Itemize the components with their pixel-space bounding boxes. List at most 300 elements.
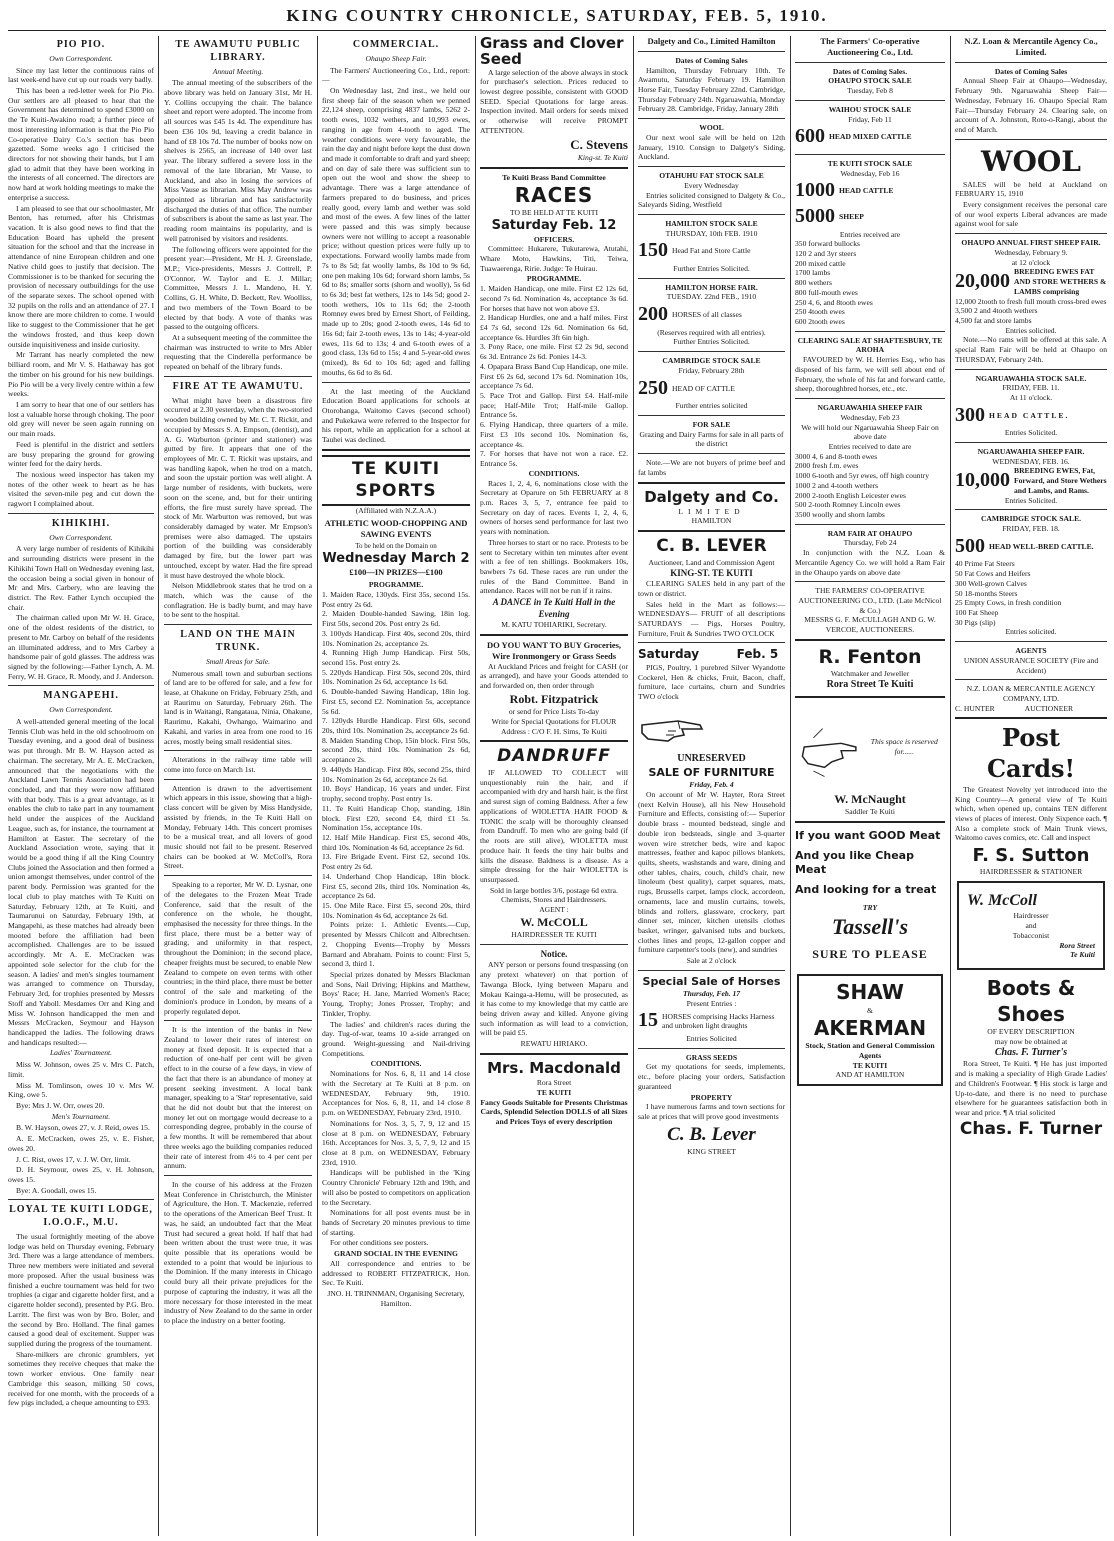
programme-heading: PROGRAMME. bbox=[526, 274, 582, 284]
divider bbox=[480, 167, 628, 169]
sale-heading: OTAHUHU FAT STOCK SALE bbox=[659, 171, 764, 181]
ad-text: C. HUNTER AUCTIONEER bbox=[955, 703, 1074, 713]
divider bbox=[638, 118, 785, 119]
sale-date: Every Wednesday bbox=[684, 180, 739, 190]
wool-heading: WOOL bbox=[699, 123, 724, 133]
paragraph: A. E. McCracken, owes 25, v. E. Fisher, owes 20. bbox=[8, 1134, 154, 1153]
sale-heading: FOR SALE bbox=[692, 419, 731, 429]
pointing-hand-icon bbox=[795, 707, 860, 787]
advertiser-name: F. S. Sutton bbox=[972, 845, 1090, 867]
stock-desc: HEAD CATTLE bbox=[839, 186, 894, 196]
head-count: 10,000 bbox=[955, 469, 1010, 492]
divider bbox=[795, 581, 945, 582]
ad-heading: Dalgety and Co., Limited Hamilton bbox=[647, 36, 776, 46]
divider bbox=[480, 634, 628, 636]
head-count: 150 bbox=[638, 239, 668, 262]
divider bbox=[638, 51, 785, 52]
paragraph: In the course of his address at the Frozen Meat Conference in Christchurch, the Minister of Agriculture, the Hon. T. Mackenzie, referred to the operations of the American Beef Trust. It was, he said, an undoubted fact that the Meat Trust had secured a great hold. If half that had been written about the trust were true, it was quite possible that its operations would be extended to a point that would be injurious to the Dominion. If the many interests in Chicago could bury all their private prejudices for the purpose of capturing the industry, it was all the more necessary for those interested in the meat industry of New Zealand to do the same in order to place the industry on a better footing. bbox=[164, 1180, 312, 1326]
sale-date: Friday, Feb 11 bbox=[848, 114, 892, 124]
paragraph: At Auckland Prices and freight for CASH (or as arranged), and have your Goods attended to and forwarded on, then order through bbox=[480, 661, 628, 691]
divider bbox=[164, 624, 312, 625]
divider bbox=[8, 513, 154, 514]
sale-heading: OHAUPO ANNUAL FIRST SHEEP FAIR. bbox=[961, 238, 1101, 248]
paragraph: Annual Sheep Fair at Ohaupo—Wednesday, February 9th. Ngaruawahia Sheep Fair—Wednesday, February 16. Ohaupo Special Ram Fair—Thursday February 24. Clearing sale, on account of A. Johnston, Roto-o-Rangi, about the end of March. bbox=[955, 76, 1107, 135]
paragraph: Share-milkers are chronic grumblers, yet sometimes they receive cheques that make the town worker envious. One family near Cambridge this season, milking 50 cows, received for one month, with the proceeds of a few pigs included, a cheque amounting to £93. bbox=[8, 1349, 154, 1408]
paragraph: For other conditions see posters. bbox=[330, 1238, 429, 1248]
paragraph: Nominations for Nos. 6, 8, 11 and 14 close with the Secretary at Te Kuiti at 8 p.m. on WEDNESDAY, February 9th, 1910. Acceptances for Nos. 6, 8, 11, and 14 close 8 p.m. on WEDNESDAY, February 23rd, 1910. bbox=[322, 1069, 470, 1118]
divider bbox=[955, 233, 1107, 234]
divider bbox=[638, 530, 785, 532]
divider bbox=[480, 1053, 628, 1055]
paragraph: Alterations in the railway time table will come into force on March 1st. bbox=[164, 755, 312, 774]
sale-date: Friday, Feb. 4 bbox=[689, 780, 734, 790]
sale-date: Wednesday, February 9. bbox=[994, 247, 1068, 257]
programme-list: 1. Maiden Race, 130yds. First 35s, second 15s. Post entry 2s 6d. 2. Maiden Double-handed Sawing, 18in log. First 50s, second 20s. Post entry 2s 6d. 3. 100yds Handicap. First 40s, second 20s, third 10s. Nomination 2s, acceptance 2s. 4. Running High Jump Handicap. First 50s, second 15s. Post entry 2s. 5. 220yds Handicap. First 50s, second 20s, third 10s. Nomination 2s 6d, acceptance 1s 6d. 6. Double-handed Sawing Handicap, 18in log. First £5, second £2. Nomination 5s, acceptance 5s 6d. 7. 120yds Hurdle Handicap. First 60s, second 20s, third 10s. Nomination 2s, acceptance 2s 6d. 8. Maiden Standing Chop, 15in block. First 50s, second 20s, third 10s. Nomination 2s 6d, acceptance 2s. 9. 440yds Handicap. First 80s, second 25s, third 10s. Nomination 2s 6d, acceptance 2s 6d. 10. Boys' Handicap, 16 years and under. First trophy, second trophy. Post entry 1s. 11. Te Kuiti Handicap Chop, standing, 18in block. First £20, second £4, third £1 5s. Nomination 15s, acceptance 10s. 12. Half Mile Handicap. First £5, second 40s, third 10s. Nomination 4s 6d, acceptance 2s 6d. 13. Fire Brigade Event. First £2, second 10s. Post entry 2s 6d. 14. Underhand Chop Handicap, 18in block. First £5, second 20s, third 10s. Nomination 4s, acceptance 2s 6d. 15. One Mile Race. First £5, second 20s, third 10s. Nomination 4s 6d, acceptance 2s 6d. bbox=[322, 589, 470, 920]
ad-address: Te Kuiti bbox=[1070, 950, 1095, 960]
officers-heading: OFFICERS. bbox=[533, 234, 575, 244]
ad-address: HAIRDRESSER TE KUITI bbox=[511, 930, 597, 940]
paragraph: On Wednesday last, 2nd inst., we held our first sheep fair of the season when we penned 22,124 sheep, comprising 4837 lambs, 5262 2-tooth ewes, 1032 wethers, and 10,993 ewes, ranging in age from 4-tooth to aged. The weather conditions were very favourable, the rain the day and night before kept the dust down and made it comfortable to draft and yard sheep; and on day of sale there was sufficient sun to open out the wool and show the sheep to advantage. There was a large attendance of farmers prepared to do business, and prices really good, every lamb and wether was sold and most of the ewes. A few lines of the latter were passed and this was simply because owners were not willing to accept a reasonable price; without question prices were fully up to expectations. Forward woolly lambs made from 7s to 8s 5d; fat woolly lambs, 8s 10d to 9s 6d, one pen making 10s 6d; forward shorn lambs, 5s 6d to 8s; smaller sorts (shorn and woolly), 5s 6d to 6s 3d; best fat wethers, 12s to 14s 5d; good 2-tooth wethers, 10s to 11s 6d; the 2-tooth Romney ewes bred by Ernest Short, of Feilding, made up to 20s; good 2-tooth ewes, 14s 6d to 16s 6d; fair 2-tooth ewes, 13s to 14s; 4-year-old ewes, 11s 6d to 13s; 4 and 6-tooth ewes of a good class, 13s 6d to 15s; 4 and 5-year-old ewes (mixed), 8s 6d to 10s 6d; aged and falling mouths, 6s 6d to 8s 6d. bbox=[322, 85, 470, 377]
stock-desc: BREEDING EWES FAT AND STORE WETHERS & LAMBS comprising bbox=[1014, 267, 1107, 296]
stock-desc: HORSES comprising Hacks Harness and unbroken light draughts bbox=[662, 1011, 775, 1031]
column-1 bbox=[8, 36, 154, 1536]
ad-address: Address : C/O F. H. Sims, Te Kuiti bbox=[501, 726, 607, 736]
divider bbox=[955, 369, 1107, 370]
divider bbox=[638, 278, 785, 279]
column-rule bbox=[950, 36, 951, 1536]
head-count: 500 bbox=[955, 534, 985, 557]
divider bbox=[795, 398, 945, 399]
entries-list: 3000 4, 6 and 8-tooth ewes 2000 fresh f.m. ewes 1000 6-tooth and 5yr ewes, off high country 1000 2 and 4-tooth wethers 2000 2-tooth English Leicester ewes 500 2-tooth Romney Lincoln ewes 3500 woolly and shorn lambs bbox=[795, 451, 929, 519]
top-rule bbox=[8, 30, 1106, 31]
ad-text: (Reserves required with all entries). bbox=[657, 327, 766, 337]
ad-text: Further Entries Solicited. bbox=[673, 263, 750, 273]
ad-text: TRY bbox=[862, 903, 878, 913]
ad-text: UNION ASSURANCE SOCIETY (Fire and Accident) bbox=[963, 655, 1099, 675]
paragraph: The ladies' and children's races during the day. Tug-of-war, teams 10 a-side arranged on ground. Weight-guessing and Nail-driving Competitions. bbox=[322, 1019, 470, 1058]
column-7 bbox=[955, 36, 1107, 1536]
divider bbox=[955, 139, 1107, 140]
ad-address: KING-ST. TE KUITI bbox=[670, 567, 753, 578]
sale-date: THURSDAY, 10th FEB. 1910 bbox=[665, 228, 758, 238]
ad-text: This space is reserved for...... bbox=[870, 736, 938, 756]
ad-text: Sold in large bottles 3/6, postage 6d extra. Chemists, Stores and Hairdressers. bbox=[490, 885, 618, 905]
paragraph: Races 1, 2, 4, 6, nominations close with the Secretary at Oparure on 5th FEBRUARY at 8 p.m. Races 3, 5, 7, entrance fee paid to Secretary on day of races. Events 1, 2, 4, 6, owners of horses send performance for last two years with nomination. bbox=[480, 478, 628, 537]
masthead: KING COUNTRY CHRONICLE, SATURDAY, FEB. 5, 1910. bbox=[286, 6, 828, 25]
article-heading: COMMERCIAL. bbox=[352, 39, 440, 50]
ad-dandruff-title: DANDRUFF bbox=[497, 746, 611, 767]
advertiser-name: AKERMAN bbox=[813, 1015, 927, 1040]
divider bbox=[322, 382, 470, 383]
divider bbox=[638, 166, 785, 167]
paragraph: I have numerous farms and town sections for sale at prices that will prove good investments bbox=[638, 1102, 785, 1122]
article-heading: FIRE AT TE AWAMUTU. bbox=[172, 380, 304, 392]
head-count: 600 bbox=[795, 125, 825, 148]
ad-address: TE KUITI bbox=[852, 1060, 888, 1070]
paragraph: Get my quotations for seeds, implements, etc., before placing your orders, Satisfaction guaranteed bbox=[638, 1062, 785, 1091]
paragraph: Miss M. Tomlinson, owes 10 v. Mrs W. King, owe 5. bbox=[8, 1080, 154, 1100]
divider bbox=[955, 442, 1107, 443]
divider bbox=[8, 685, 154, 686]
column-5 bbox=[638, 36, 785, 1536]
paragraph: Committee: Hukarere, Tukutarewa, Atutahi, Whare Moto, Hawkins, Titi, Teiwa, Tuawaerenga, Ririe. Judge: Te Huirau. bbox=[480, 244, 628, 273]
paragraph: PIGS, Poultry, 1 purebred Silver Wyandotte Cockerel, Hen & chicks, Fruit, Bacon, chaff, furniture, lace curtains, churn and Sundries TWO o'clock bbox=[638, 662, 785, 701]
sale-date: Thursday, Feb 24 bbox=[843, 538, 897, 548]
ad-text: To be held on the Domain on bbox=[355, 541, 437, 550]
paragraph: D. H. Seymour, owes 25, v. H. Johnson, owes 15. bbox=[8, 1165, 154, 1185]
paragraph: I am pleased to see that our schoolmaster, Mr Benton, has returned, after his Christmas vacation. It is also good news to find that the Education Board has upheld the present situation for the school and that the increase in attendance of nine European children and one Native child goes to justify that decision. The Commissioner is to be thanked for securing the provision of necessary outbuildings for the use of the separate sexes. The school opened with 32 pupils on the rolls and an attendance of 27. I know there are more children to come. I would like to suggest to the Commissioner that he get the windows frosted, and thus keep down outside inquisitiveness and inside curiosity. bbox=[8, 203, 154, 349]
postcards-heading: Post Cards! bbox=[986, 723, 1076, 784]
ad-date: Wednesday March 2 bbox=[322, 550, 470, 566]
programme-list: 1. Maiden Handicap, one mile. First £2 12s 6d, second 7s 6d. Nomination 4s, acceptance 3s 6d. For horses that have not won above £3. 2. Handicap Hurdles, one and a half miles. First £4 7s 6d, second 12s 6d. Nomination 6s 6d, acceptance 6s. Hurdles 3ft 6in high. 3. Pony Race, one mile. First £2 2s 9d, second 6s 3d. Entrance 2s 6d. Ponies 14-3. 4. Opapara Brass Band Cup Handicap, one mile. First £6 2s 6d, second 17s 6d. Nomination 10s, acceptance 7s 6d. 5. Pace Trot and Gallop. First £4. Half-mile pace; Half-Mile Trot; Half-mile Gallop. Entrance 5s. 6. Flying Handicap, three quarters of a mile. First £3 10s second 10s. Nomination 6s, acceptance 4s. 7. For horses that have not won a race. £2. Entrance 5s. bbox=[480, 284, 628, 469]
sale-date: FRIDAY, FEB. 11. bbox=[1002, 383, 1060, 393]
ad-text: Further entries solicited bbox=[675, 401, 748, 411]
ad-heading: The Farmers' Co-operative Auctioneering Co., Ltd. bbox=[820, 36, 920, 57]
divider bbox=[322, 449, 470, 451]
advertiser-name: Mrs. Macdonald bbox=[487, 1058, 621, 1077]
sale-date: Thursday, Feb. 17 bbox=[682, 988, 741, 998]
subheading: Ohaupo Sheep Fair. bbox=[365, 53, 427, 63]
advertiser-name: W. McCOLL bbox=[520, 914, 588, 929]
head-count: 5000 bbox=[795, 204, 835, 227]
divider bbox=[480, 740, 628, 742]
agents-heading: AGENTS bbox=[1015, 646, 1047, 656]
paragraph: Bye: Mrs J. W. Orr, owes 20. bbox=[16, 1100, 105, 1110]
sale-time: At 11 o'clock. bbox=[1009, 392, 1053, 402]
divider bbox=[795, 154, 945, 155]
paragraph: Entries solicited consigned to Dalgety & Co., Saleyards Siding, Westfield bbox=[638, 190, 785, 210]
sale-time: at 12 o'clock bbox=[1011, 257, 1051, 267]
ad-text: Grazing and Dairy Farms for sale in all parts of the district bbox=[639, 429, 784, 449]
ad-address: TE KUITI bbox=[536, 1087, 572, 1097]
programme-heading: PROGRAMME. bbox=[368, 580, 424, 590]
ad-heading: Te Kuiti Brass Band Committee bbox=[502, 172, 606, 182]
column-rule bbox=[158, 36, 159, 1536]
head-count: 200 bbox=[638, 303, 668, 326]
advertiser-name: W. McNaught bbox=[834, 791, 906, 806]
sale-date: Tuesday, Feb 8 bbox=[847, 86, 893, 96]
sale-date: Wednesday, Feb 23 bbox=[840, 412, 900, 422]
sale-date: TUESDAY. 22nd FEB., 1910 bbox=[666, 292, 757, 302]
paragraph: Our next wool sale will be held on 12th January, 1910. Consign to Dalgety's Siding, Auckland. bbox=[638, 132, 785, 162]
sale-heading: TE KUITI STOCK SALE bbox=[827, 158, 913, 168]
divider bbox=[164, 1020, 312, 1021]
ad-subtitle: (Affiliated with N.Z.A.A.) bbox=[355, 506, 437, 516]
paragraph: The following officers were appointed for the present year:—President, Mr H. J. Greenslade, M.P.; Vice-presidents, Messrs J. Cottrell, P. O'Connor, W. Taylor and E. J. Millar; Committee, Messrs J. L. Mandeno, H. Y. Collins, G. H. White, D. Beckett, Rev. Woolliss, and two members of the Town Board to be elected by that body. A vote of thanks was passed to the outgoing officers. bbox=[164, 244, 312, 332]
pointing-hand-icon bbox=[638, 707, 708, 747]
ad-races-title: RACES bbox=[514, 182, 594, 207]
paragraph: Attention is drawn to the advertisement which appears in this issue, showing that a high-class concert will be given by Miss Handyside, assisted by friends, in the Te Kuiti Hall on Monday, February 14th. This concert promises to be a musical treat, and all lovers of good music should not fail to be present. Reserved chairs can be booked at W. McColl's, Rora Street. bbox=[164, 783, 312, 871]
paragraph: JNO. H. TRINNMAN, Organising Secretary, Hamilton. bbox=[327, 1289, 465, 1308]
ad-line: And you like Cheap Meat bbox=[795, 848, 914, 876]
ad-text: N.Z. LOAN & MERCANTILE AGENCY COMPANY, LTD. bbox=[966, 684, 1096, 703]
paragraph: Nominations for Nos. 3, 5, 7, 9, 12 and 15 close at 8 p.m. on WEDNESDAY, February 16th. Acceptances for Nos. 3, 5, 7, 9, 12 and 15 close at 8 p.m. on WEDNESDAY, February 23rd, 1910. bbox=[322, 1118, 470, 1167]
ad-address: AND AT HAMILTON bbox=[835, 1070, 905, 1080]
sale-heading: NGARUAWAHIA SHEEP FAIR. bbox=[977, 447, 1085, 457]
ad-text: Fancy Goods Suitable for Presents Christmas Cards, Splendid Selection DOLLS of all Sizes and Prices Toys of every description bbox=[480, 1097, 628, 1126]
divider bbox=[795, 331, 945, 332]
dance-heading: A DANCE in Te Kuiti Hall in the Evening bbox=[492, 597, 616, 619]
paragraph: Nelson Middlebrook states that he trod on a match, which was the cause of the conflagration. He is badly burnt, and may have to be sent to the hospital. bbox=[164, 581, 312, 620]
entries-list: 12,000 2tooth to fresh full mouth cross-bred ewes 3,500 2 and 4tooth wethers 4,500 fat and store lambs bbox=[955, 296, 1107, 325]
byline: Own Correspondent. bbox=[49, 532, 113, 542]
ad-address: Rora Street bbox=[536, 1078, 572, 1088]
paragraph: Speaking to a reporter, Mr W. D. Lysnar, one of the delegates to the Frozen Meat Trade Conference, said that the result of the conference on the whole, he thought, emphasised the necessity for three things. In the first place, there must be a better way of grading, and uniformity in that respect, throughout the Dominion; in the second place, cheaper freights must be secured, to enable New Zealand to compete on even terms with other countries; in the third place, there must be better control of the sale and marketing of the dominion's produce in London, by means of a properly regulated depot. bbox=[164, 880, 312, 1016]
divider bbox=[480, 944, 628, 945]
stock-desc: Head Fat and Store Cattle bbox=[672, 246, 751, 256]
article-heading: TE AWAMUTU PUBLIC LIBRARY. bbox=[175, 39, 301, 63]
ad-seed-title: Grass and Clover Seed bbox=[480, 36, 624, 68]
paragraph: Handicaps will be published in the 'King Country Chronicle' February 12th and 19th, and will also be posted to competitors on application to the Secretary. bbox=[322, 1168, 470, 1207]
paragraph: The Greatest Novelty yet introduced into the King Country—A general view of Te Kuiti which, when opened up, contains TEN different views of places of interest. Only Sixpence each. ¶ Also a complete stock of Main Trunk views, Waitomo caves comics, etc. Call and inspect bbox=[955, 784, 1107, 843]
ad-prizes: £100—IN PRIZES—£100 bbox=[349, 567, 443, 578]
divider bbox=[164, 376, 312, 377]
ad-text: Present Entries : bbox=[686, 998, 737, 1008]
paragraph: Feed is plentiful in the district and settlers are busy preparing the ground for growing winter feed for the dairy herds. bbox=[8, 439, 154, 469]
ad-text: Watchmaker and Jeweller bbox=[830, 669, 910, 679]
article-heading: PIO PIO. bbox=[56, 39, 106, 50]
paragraph: In conjunction with the N.Z. Loan & Mercantile Agency Co. we will hold a Ram Fair in the Ohaupo yards on above date bbox=[795, 548, 945, 577]
paragraph: What might have been a disastrous fire occurred at 2.30 yesterday, when the two-storied wooden building owned by Mr. C. T. Rickit, and occupied by Messrs S. A. Empson, (dentist), and A. G. Warburton (printer and stationer) was gutted by fire. It appears that one of the employees of Mr. C. T. Rickit was upstairs, and was handling kapok, when he trod on a match, and soon the upstair portion was well alight. A large number of residents, with buckets, were soon on the scene, and, but for their untiring efforts, the fire must surely have spread. The stock of Mr. Warburton was removed, but was considerably damaged by water. Mr Empson's premises were also damaged. The upstairs portion of the building was considerably damaged by fire, but the lower part was untouched, except by water. Had the fire spread it must have destroyed the whole block. bbox=[164, 395, 312, 580]
ad-text: Saddler Te Kuiti bbox=[845, 807, 895, 817]
ad-text: TO BE HELD AT TE KUITI bbox=[510, 208, 598, 218]
ad-text: and bbox=[1025, 921, 1037, 931]
sale-date: Friday, February 28th bbox=[678, 365, 745, 375]
divider bbox=[795, 696, 945, 698]
divider bbox=[795, 62, 945, 63]
divider bbox=[955, 62, 1107, 63]
paragraph: ANY person or persons found trespassing (on any pretext whatever) on that portion of Tawanga Block, lying between Maparu and Mokau Kainga-a-Hemu, will be prosecuted, as it has come to my knowledge that my cattle are being driven away and killed. Anyone giving such information as will lead to a conviction, will be paid £5. bbox=[480, 960, 628, 1038]
divider bbox=[955, 641, 1107, 642]
divider bbox=[955, 679, 1107, 680]
subheading: Men's Tournament. bbox=[51, 1111, 111, 1121]
head-count: 250 bbox=[638, 376, 668, 399]
divider bbox=[638, 970, 785, 971]
divider bbox=[164, 1175, 312, 1176]
ad-text: Sale at 2 o'clock bbox=[686, 956, 737, 966]
subheading: Small Areas for Sale. bbox=[205, 656, 271, 666]
ad-text: Entries Solicited. bbox=[1004, 495, 1058, 505]
ad-text: Stock, Station and General Commission Agents bbox=[805, 1041, 935, 1060]
paragraph: The chairman called upon Mr W. H. Grace, one of the oldest residents of the district, to present to Mr. Carboy on behalf of the residents an illuminated address, and to Mrs Carbey a handsome pair of gold glasses. The address was signed by the following:—Father Lynch, A. M. Ferry, W. H. Grace, R. Moody, and J. Anderson. bbox=[8, 613, 154, 681]
ad-events: ATHLETIC WOOD-CHOPPING AND SAWING EVENTS bbox=[324, 518, 468, 539]
paragraph: IF ALLOWED TO COLLECT will unquestionably ruin the hair, and if accompanied with dry and harsh hair, is the first and surest sign of coming Baldness. After a few applications of WIOLETTA HAIR FOOD & TONIC the scalp will be thoroughly cleansed from Dandruff. To men who are going bald (if the roots are still alive), WIOLETTA must produce hair. It feeds the tiny hair bulbs and kills the disease. Baldness is a disease. As a simple dressing for the hair WIOLETTA is unsurpassed. bbox=[480, 768, 628, 884]
column-2 bbox=[164, 36, 312, 1536]
sale-heading: RAM FAIR AT OHAUPO bbox=[827, 528, 913, 538]
paragraph: FAVOURED by W. H. Herries Esq., who has disposed of his farm, we will sell about end of February, the whole of his fat and forward cattle, sheep, thoroughbred horses, etc., etc. bbox=[795, 355, 945, 394]
sale-heading: CAMBRIDGE STOCK SALE bbox=[662, 356, 761, 366]
advertiser-name: W. McColl bbox=[967, 891, 1037, 909]
signature: REWATU HIRIAKO. bbox=[520, 1039, 588, 1049]
ad-text: LIMITED bbox=[678, 506, 745, 516]
ad-date: Saturday Feb. 12 bbox=[491, 217, 617, 233]
advertiser-name: Dalgety and Co. bbox=[644, 487, 779, 506]
byline: Own Correspondent. bbox=[49, 53, 113, 63]
sale-heading: NGARUAWAHIA SHEEP FAIR bbox=[817, 403, 923, 413]
paragraph: Every consignment receives the personal care of our wool experts Liberal advances are made against wool for sale bbox=[955, 200, 1107, 229]
sale-date: Wednesday, Feb 16 bbox=[840, 168, 900, 178]
advertiser-name: C. B. LEVER bbox=[656, 536, 767, 557]
advertiser-name: C. Stevens bbox=[570, 136, 628, 152]
paragraph: The usual fortnightly meeting of the above lodge was held on Thursday evening, February 3rd. There was a large attendance of members. Three new members were initiated and several more proposed. After the usual business was finished a euchre tournament was held for two trophies (a cigar and cigarette holder first, and a cigarette holder second), presented by P.G. Bro. Larritt. The first was won by Bro. Boler, and the second by Bro. Holland. The final games caused a good deal of excitement. Supper was supplied during the progress of the tournament. bbox=[8, 1232, 154, 1348]
ad-text: AGENT : bbox=[539, 905, 569, 915]
conditions-heading: CONDITIONS. bbox=[528, 468, 580, 478]
advertiser-name: R. Fenton bbox=[818, 645, 922, 668]
paragraph: The annual meeting of the subscribers of the above library was held on January 31st, Mr H. Y. Collins occupying the chair. The balance sheet and report were adopted. The income from all sources was £45 1s 4d. The expenditure has been £36 10s 9d, leaving a credit balance in hand of £8 10s 7d. The number of books now on shelves is 2565, an increase of 140 over last year. The library suffered a severe loss in the removal of the late librarian, Mr Vause, to Auckland, and also in losing the services of Miss Vause as librarian. Miss May Andrew was appointed as librarian and has satisfactorily discharged the duties of that office. The number of subscribers is about the same as last year. The reading room maintains its popularity, and is well patronised by visitors and residents. bbox=[164, 78, 312, 243]
ad-address: Rora Street Te Kuiti bbox=[826, 678, 914, 690]
advertiser-name: C. B. Lever bbox=[667, 1123, 756, 1145]
paragraph: A large selection of the above always in stock for purchaser's selection. Prices reduced to lowest degree possible, consistent with GOOD SEED. Special Quotations for large areas. Inspection invited. Mail orders for seeds mixed or otherwise will receive PROMPT ATTENTION. bbox=[480, 67, 628, 135]
divider bbox=[638, 351, 785, 352]
head-count: 300 bbox=[955, 403, 985, 426]
ad-text: Entries received are bbox=[839, 229, 901, 239]
sale-heading: HAMILTON STOCK SALE bbox=[665, 218, 758, 228]
ad-text: Entries solicited. bbox=[1005, 325, 1057, 335]
column-rule bbox=[475, 36, 476, 1536]
ad-text: & bbox=[867, 1005, 873, 1015]
sale-heading: OHAUPO STOCK SALE bbox=[828, 76, 912, 86]
sale-date: WEDNESDAY, FEB. 16. bbox=[992, 456, 1070, 466]
advertiser-name: Chas. F. Turner's bbox=[994, 1046, 1068, 1058]
social-heading: GRAND SOCIAL IN THE EVENING bbox=[334, 1249, 458, 1259]
advertiser-name: SHAW bbox=[836, 980, 904, 1005]
paragraph: The Farmers' Auctioneering Co., Ltd., report:— bbox=[322, 65, 470, 85]
stock-desc: HEAD OF CATTLE bbox=[672, 383, 735, 393]
article-heading: KIHIKIHI. bbox=[51, 517, 111, 529]
subheading: Ladies' Tournament. bbox=[49, 1048, 113, 1058]
paragraph: A very large number of residents of Kihikihi and surrounding districts were present in the Kihikihi Town Hall on Wednesday evening last, the occasion being a social given in honour of Mr and Mrs. Carbery, who are leaving the district. The Rev. Father Lynch occupied the chair. bbox=[8, 544, 154, 612]
paragraph: Three horses to start or no race. Protests to be sent to Secretary within ten minutes after event with a fee of ten shillings. Bookmakers 10s, bawbers 7s 6d. These races are run under the rules of the Band Committee. Band in attendance. Races will not be run if it rains. bbox=[480, 537, 628, 596]
paragraph: Note.—No rams will be offered at this sale. A special Ram Fair will be held at Ohaupo on THURSDAY, February 24th. bbox=[955, 335, 1107, 364]
sale-heading: UNRESERVED bbox=[677, 753, 746, 765]
sale-heading: HAMILTON HORSE FAIR. bbox=[665, 282, 758, 292]
ad-text: Hairdresser bbox=[1013, 911, 1049, 921]
entries-list: 350 forward bullocks 120 2 and 3yr steers 200 mixed cattle 1700 lambs 800 wethers 800 full-mouth ewes 250 4, 6, and 8tooth ewes 250 4tooth ewes 600 2tooth ewes bbox=[795, 239, 873, 327]
sale-heading: CLEARING SALE AT SHAFTESBURY, TE AROHA bbox=[797, 335, 943, 355]
sale-heading: CAMBRIDGE STOCK SALE. bbox=[980, 514, 1082, 524]
head-count: 20,000 bbox=[955, 270, 1010, 293]
ad-text: Tobacconist bbox=[1012, 930, 1050, 940]
paragraph: Note.—We are not buyers of prime beef and fat lambs bbox=[638, 458, 785, 477]
stock-desc: HEAD WELL-BRED CATTLE. bbox=[989, 541, 1094, 551]
paragraph: At a subsequent meeting of the committee the chairman was instructed to write to Mrs Abler requesting that the Cinderella performance be repeated on behalf of the library funds. bbox=[164, 333, 312, 372]
advertiser-name: Tassell's bbox=[831, 913, 909, 939]
ad-text: Further Entries Solicited. bbox=[673, 337, 750, 347]
divider bbox=[164, 750, 312, 751]
ad-text: Auctioneer, Land and Commission Agent bbox=[648, 557, 775, 567]
divider bbox=[955, 717, 1107, 719]
column-6 bbox=[795, 36, 945, 1536]
divider bbox=[164, 875, 312, 876]
paragraph: The noxious weed inspector has taken my notes of the other week to heart as he has visited the seven-mile peg and cut down the ragwort I complained about. bbox=[8, 469, 154, 509]
ad-text: Entries solicited. bbox=[1005, 627, 1057, 637]
paragraph: It is the intention of the banks in New Zealand to lower their rates of interest on money at fixed deposit. It is expected that a reduction of one-half per cent will be given effect to in the course of a few days, in view of the fact that there is an abundance of money at present seeking investment. A local bank manager, speaking to a 'Star' representative, said that he did not doubt but that the interest on money let out on mortgage would decrease to a corresponding degree, probably in the course of a few months. It will be remembered that about three weeks ago the building companies reduced their rate of interest from 4½ to 4 per cent per annum. bbox=[164, 1025, 312, 1171]
divider bbox=[638, 1048, 785, 1049]
column-3 bbox=[322, 36, 470, 1536]
ad-heading: DO YOU WANT TO BUY Groceries, Wire Ironmongery or Grass Seeds bbox=[486, 639, 622, 661]
paragraph: All correspondence and entries to be addressed to ROBERT FITZPATRICK, Hon. Sec. Te Kuiti. bbox=[322, 1258, 470, 1288]
signature: M. KATU TOHIARIKI, Secretary. bbox=[501, 620, 607, 630]
ad-text: OF EVERY DESCRIPTION bbox=[987, 1027, 1075, 1037]
ad-text: HAIRDRESSER & STATIONER bbox=[979, 867, 1083, 877]
ad-address: Rora Street bbox=[1059, 940, 1095, 950]
divider bbox=[795, 100, 945, 101]
divider bbox=[638, 453, 785, 454]
advertiser-address: King-st. Te Kuiti bbox=[577, 153, 628, 163]
paragraph: Mr Tarrant has nearly completed the new billiard room, and Mr V. S. Hathaway has got the timber on his ground for his new buildings. Pio Pio will be a very lively centre within a few weeks. bbox=[8, 350, 154, 399]
ad-address: KING STREET bbox=[687, 1147, 736, 1157]
stock-desc: HORSES of all classes bbox=[672, 310, 742, 320]
article-heading: MANGAPEHI. bbox=[43, 690, 119, 702]
divider bbox=[638, 642, 785, 643]
advertiser-name: Chas. F. Turner bbox=[959, 1118, 1103, 1139]
divider bbox=[795, 821, 945, 823]
sale-heading: Special Sale of Horses bbox=[642, 974, 781, 988]
sale-heading: GRASS SEEDS bbox=[685, 1052, 738, 1062]
stock-desc: HEAD CATTLE. bbox=[989, 410, 1070, 420]
paragraph: On account of Mr W. Hayter, Rora Street (next Kelvin House), all his New Household Furniture and Effects, consisting of:— Superior double brass - mounted bedstead, single and double iron bedsteads, single and 3-quarter woven wire stretcher beds, wire and kapoc mattresses, feather and kapoc pillows blankets, quilts, sheets, washstands and ware, dining and other tables, chairs, couch, child's chair, new linoleum (best quality), carpet squares, mats, rugs, Brussells carpet, lamps clock, accordeon, ornaments, lace and muslin curtains, towels, blinds and rollers, glassware, crockery, part dinner set, mincer, kitchen utensils clothes basket, wringer, galvanised tubs and buckets, clothes lines and props, 12-gallon copper and furniture carpenter's tools (new), and sundries bbox=[638, 789, 785, 955]
sale-title: SALE OF FURNITURE bbox=[648, 766, 775, 780]
sale-heading: NGARUAWAHIA STOCK SALE. bbox=[975, 373, 1087, 383]
stock-desc: BREEDING EWES, Fat, Forward, and Store Wethers and Lambs, and Rams. bbox=[1014, 466, 1107, 495]
paragraph: CLEARING SALES held in any part of the town or district. bbox=[638, 579, 785, 598]
paragraph: Special prizes donated by Messrs Blackman and Sons, Nail Driving; Hipkins and Matthew, Boys' Race; H. Jane, Married Women's Race; Young, Trophy; Jones Prosser, Trophy; and Tinkler, Trophy. bbox=[322, 970, 470, 1018]
paragraph: A well-attended general meeting of the local Tennis Club was held in the old schoolroom on Tuesday evening, and a good deal of business was put through. Mr B. W. Hayson acted as chairman. The secretary, Mr A. E. McCracken, announced that the negotiations with the Auckland Lawn Tennis Association had been concluded, and that they were now affiliated with that body. This is a great advantage, as it enables the club to take part in any tournament held under the auspices of the Auckland League, such as, for instance, the tournament at Hamilton at Easter. The secretary of the Auckland Association wrote, saying that it would be a good thing if all the King Country Clubs joined the Association and then formed a union amongst themselves, under control of the parent body. Permission was granted for the local club to play matches with Te Kuiti on Saturday, February 12th, at Te Kuiti, and Taumarunui on Saturday, February 19th, at Mangapehi, as these matches had already been mooted before the affiliation had been accomplished. Challenges are to be issued accordingly. Mr A. E. McCracken was appointed sole selector for the club for the season. A ladies' and men's singles tournament was arranged to commence on Thursday, February 3rd, for trophies presented by Messrs Stoff and Yaboll. Mesdames Orr and King and Miss W. Johnson handicapped the men and Messrs McCracken, Seymour and Hayson handicapped the ladies. The following draws and handicaps resulted:— bbox=[8, 716, 154, 1047]
article-heading: LAND ON THE MAIN TRUNK. bbox=[180, 629, 296, 653]
column-rule bbox=[790, 36, 791, 1536]
paragraph: This has been a red-letter week for Pio Pio. Our settlers are all pleased to hear that the Government has determined to spend £3000 on the Te Kuiti-Awakino road; a further piece of most interesting information is that the Pio Pio Co-operative Dairy Co.'s section has been gazetted. Some weeks ago I criticised the directors for not showing their hands, but I am glad to admit that they have been working in the interests of all concerned. The directors are now hard at work holding meetings to make the enterprise a success. bbox=[8, 85, 154, 202]
divider bbox=[795, 639, 945, 641]
conditions-heading: CONDITIONS. bbox=[370, 1059, 422, 1069]
divider bbox=[795, 524, 945, 525]
head-count: 1000 bbox=[795, 179, 835, 202]
paragraph: Nominations for all post events must be in hands of Secretary 20 minutes previous to time of starting. bbox=[322, 1208, 470, 1237]
article-heading: LOYAL TE KUITI LODGE, I.O.O.F., M.U. bbox=[9, 1204, 153, 1229]
ad-sports-title: TE KUITI SPORTS bbox=[322, 455, 470, 507]
ad-text: SURE TO PLEASE bbox=[812, 946, 928, 961]
ad-line: If you want GOOD Meat bbox=[795, 828, 941, 842]
head-count: 15 bbox=[638, 1009, 658, 1032]
ad-text: THE FARMERS' CO-OPERATIVE AUCTIONEERING CO., LTD. (Late McNicol & Co.) bbox=[798, 586, 942, 615]
paragraph: Points prize: 1. Athletic Events.—Cup, presented by Messrs Chilcott and Albrechtsen. 2. Chopping Events—Trophy by Messrs Barnard and Abraham. Points to count: First 5, second 3, third 1. bbox=[322, 920, 470, 969]
ad-heading: N.Z. Loan & Mercantile Agency Co., Limited. bbox=[964, 36, 1098, 57]
paragraph: Numerous small town and suburban sections of land are to be offered for sale, and a few for lease, at Ohakune on Friday, February 25th, and at Raurimu on Saturday, February 26th. The land is in Waitangi, Rangataua, Ninia, Ohakune, Raurimu, Kakahi, Owhango, Waimarino and Kakahi, and varies in area from one rood to 16 acres, mostly being small residential sites. bbox=[164, 668, 312, 746]
ad-text: Entries Solicited bbox=[686, 1034, 737, 1044]
byline: Own Correspondent. bbox=[49, 705, 113, 715]
paragraph: SALES will be held at Auckland on FEBRUARY 15, 1910 bbox=[955, 179, 1107, 199]
boots-heading: Boots & Shoes bbox=[986, 975, 1076, 1026]
wool-heading: WOOL bbox=[981, 144, 1081, 178]
paragraph: Hamilton, Thursday February 10th. Te Awamutu, Saturday February 19. Hamilton Horse Fair, Tuesday February 22nd. Cambridge, Thursday February 24th. Ngaruawahia, Monday February 28. Cambridge, Friday, January 28th bbox=[638, 65, 785, 114]
sale-date: FRIDAY, FEB. 18. bbox=[1002, 524, 1060, 534]
ad-line: And looking for a treat bbox=[795, 883, 937, 897]
paragraph: I am sorry to hear that one of our settlers has lost a valuable horse through choking. The poor old grey will never be seen again running on our main roads. bbox=[8, 399, 154, 439]
divider bbox=[164, 779, 312, 780]
divider bbox=[638, 214, 785, 215]
paragraph: B. W. Hayson, owes 27, v. J. Reid, owes 15. bbox=[16, 1123, 150, 1133]
notice-heading: Notice. bbox=[540, 948, 568, 959]
ad-text: Entries Solicited. bbox=[1004, 428, 1058, 438]
subheading: Annual Meeting. bbox=[212, 66, 264, 76]
column-4 bbox=[480, 36, 628, 1536]
ad-text: MESSRS G. F. McCULLAGH AND G. W. VERCOE, AUCTIONEERS. bbox=[804, 615, 936, 635]
dates-heading: Dates of Coming Sales bbox=[675, 55, 748, 65]
ad-text: Entries received to date are bbox=[828, 441, 912, 451]
advertiser-name: Robt. Fitzpatrick bbox=[509, 691, 599, 706]
dates-heading: Dates of Coming Sales bbox=[994, 66, 1068, 76]
sale-heading: Saturday Feb. 5 bbox=[638, 647, 779, 662]
paragraph: Miss W. Johnson, owes 25 v. Mrs C. Patch, limit. bbox=[8, 1060, 154, 1079]
